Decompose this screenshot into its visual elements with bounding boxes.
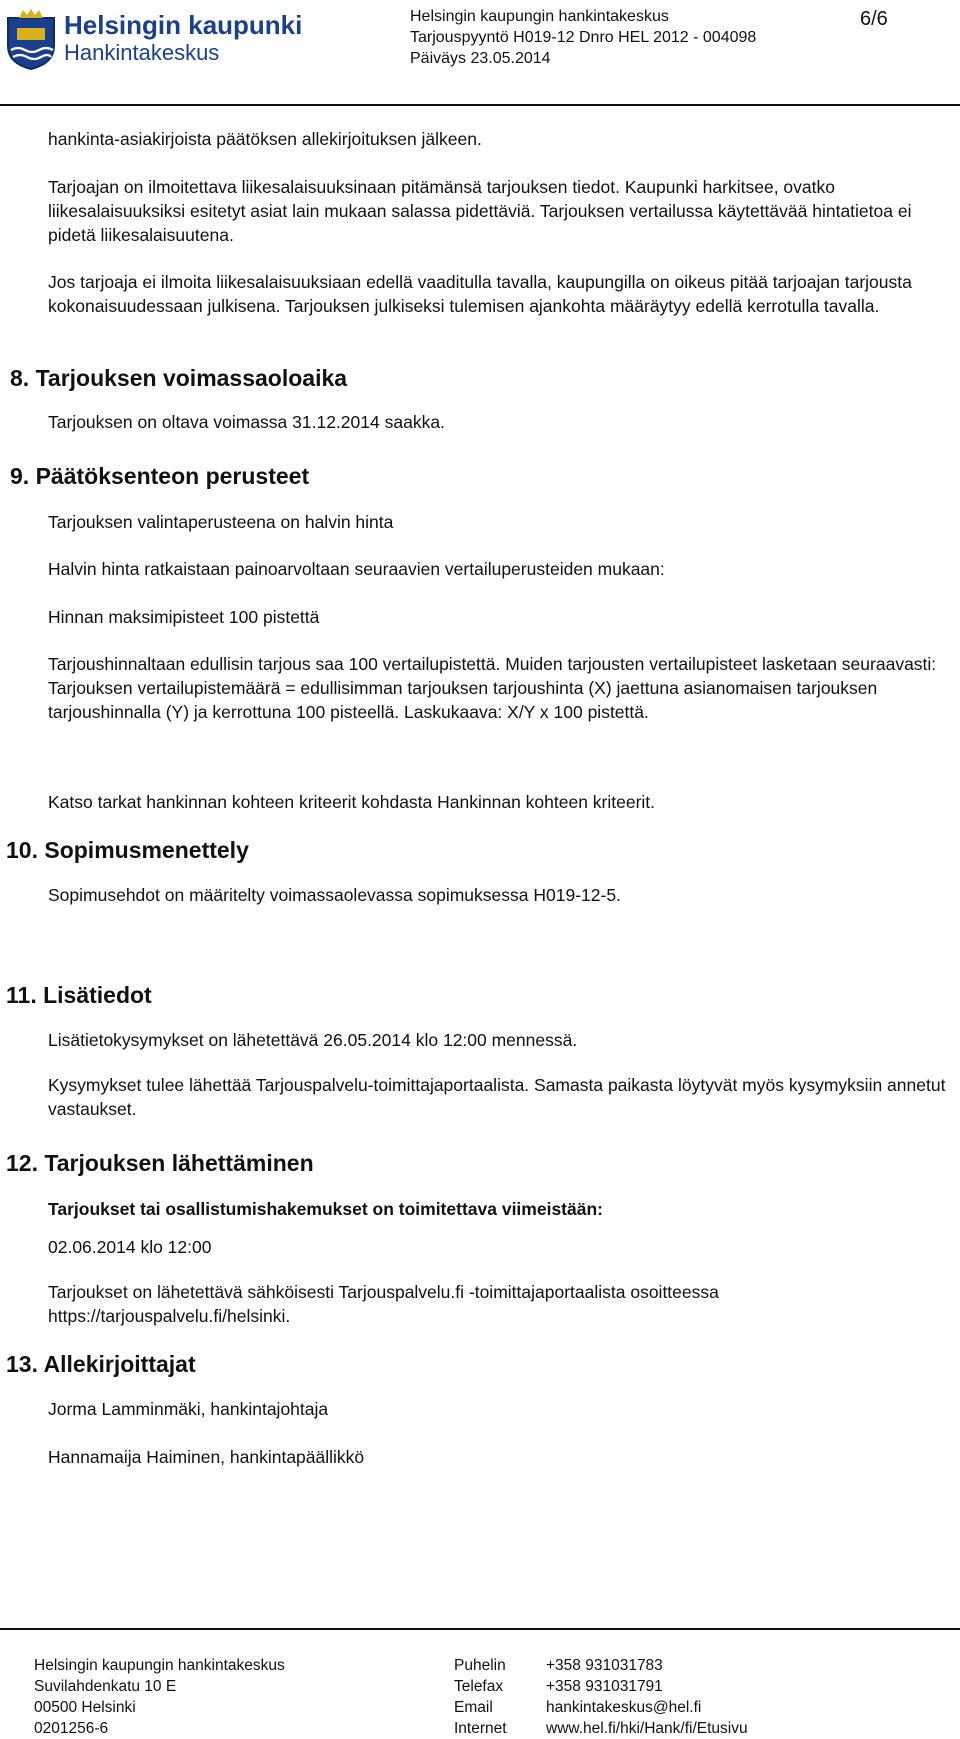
helsinki-crest-icon [5,8,57,70]
meta-date: Päiväys 23.05.2014 [410,50,551,67]
footer-label-phone: Puhelin [454,1657,506,1674]
footer-contact-values [546,1655,748,1739]
signatory-2: Hannamaija Haiminen, hankintapäällikkö [48,1447,365,1467]
section-11-paragraph-1: Lisätietokysymykset on lähetettävä 26.05.2014 klo 12:00 mennessä. [48,1030,578,1050]
section-9-paragraph-3: Hinnan maksimipisteet 100 pistettä [48,607,320,627]
brand-subtitle: Hankintakeskus [64,40,220,65]
footer-business-id: 0201256-6 [34,1720,109,1737]
section-9-paragraph-4: Tarjoushinnaltaan edullisin tarjous saa 100 vertailupistettä. Muiden tarjousten vertailupisteet lasketaan seuraavasti: Tarjouksen vertailupistemäärä = edullisimman tarjouksen tarjoushinta (X) jaettuna asianomaisen tarjouksen tarjoushinnalla (Y) ja kerrottuna 100 pisteellä. Laskukaava: X/Y x 100 pistettä. [48,654,937,722]
page-number: 6/6 [860,8,888,30]
intro-paragraph-1: hankinta-asiakirjoista päätöksen allekirjoituksen jälkeen. [48,129,482,149]
meta-reference: Tarjouspyyntö H019-12 Dnro HEL 2012 - 004098 [410,29,757,46]
section-12-text: Tarjoukset on lähetettävä sähköisesti Tarjouspalvelu.fi -toimittajaportaalista osoitteessa https://tarjouspalvelu.fi/helsinki. [48,1282,719,1326]
section-9-heading: 9. Päätöksenteon perusteet [10,463,310,489]
footer-email[interactable]: hankintakeskus@hel.fi [546,1699,702,1716]
section-9-paragraph-5: Katso tarkat hankinnan kohteen kriteerit kohdasta Hankinnan kohteen kriteerit. [48,792,656,812]
footer-phone: +358 931031783 [546,1657,663,1674]
footer-label-fax: Telefax [454,1678,504,1695]
section-8-text: Tarjouksen on oltava voimassa 31.12.2014 saakka. [48,412,445,432]
footer-org: Helsingin kaupungin hankintakeskus [34,1657,285,1674]
signatory-1: Jorma Lamminmäki, hankintajohtaja [48,1399,329,1419]
intro-paragraph-2: Tarjoajan on ilmoitettava liikesalaisuuksinaan pitämänsä tarjouksen tiedot. Kaupunki harkitsee, ovatko liikesalaisuuksiksi esitetyt asiat lain mukaan salassa pidettäviä. Tarjouksen vertailussa käytettävää hintatietoa ei pidetä liikesalaisuutena. [48,177,912,245]
meta-org: Helsingin kaupungin hankintakeskus [410,8,669,25]
footer-label-internet: Internet [454,1720,507,1737]
section-9-paragraph-2: Halvin hinta ratkaistaan painoarvoltaan seuraavien vertailuperusteiden mukaan: [48,559,665,579]
document-meta [410,6,756,69]
footer-label-email: Email [454,1699,493,1716]
section-9-paragraph-1: Tarjouksen valintaperusteena on halvin hinta [48,512,394,532]
section-12-heading: 12. Tarjouksen lähettäminen [6,1150,314,1176]
section-11-paragraph-2: Kysymykset tulee lähettää Tarjouspalvelu-toimittajaportaalista. Samasta paikasta löytyvät myös kysymyksiin annetut vastaukset. [48,1075,946,1119]
footer-divider [0,1628,960,1630]
footer-contact-labels [454,1655,507,1739]
footer-street: Suvilahdenkatu 10 E [34,1678,177,1695]
brand-name: Helsingin kaupunki [64,10,303,40]
footer-fax: +358 931031791 [546,1678,663,1695]
intro-paragraph-3: Jos tarjoaja ei ilmoita liikesalaisuuksiaan edellä vaaditulla tavalla, kaupungilla on oikeus pitää tarjoajan tarjousta kokonaisuudessaan julkisena. Tarjouksen julkiseksi tulemisen ajankohta määräytyy edellä kerrotulla tavalla. [48,272,912,316]
section-10-heading: 10. Sopimusmenettely [6,837,249,863]
section-11-heading: 11. Lisätiedot [6,982,152,1008]
section-10-text: Sopimusehdot on määritelty voimassaolevassa sopimuksessa H019-12-5. [48,885,621,905]
header-divider [0,104,960,106]
footer-address [34,1655,285,1739]
section-12-deadline-label: Tarjoukset tai osallistumishakemukset on toimitettava viimeistään: [48,1199,603,1219]
footer-city: 00500 Helsinki [34,1699,136,1716]
section-12-deadline: 02.06.2014 klo 12:00 [48,1237,212,1257]
footer-website[interactable]: www.hel.fi/hki/Hank/fi/Etusivu [546,1720,748,1737]
section-8-heading: 8. Tarjouksen voimassaoloaika [10,365,348,391]
section-13-heading: 13. Allekirjoittajat [6,1351,196,1377]
